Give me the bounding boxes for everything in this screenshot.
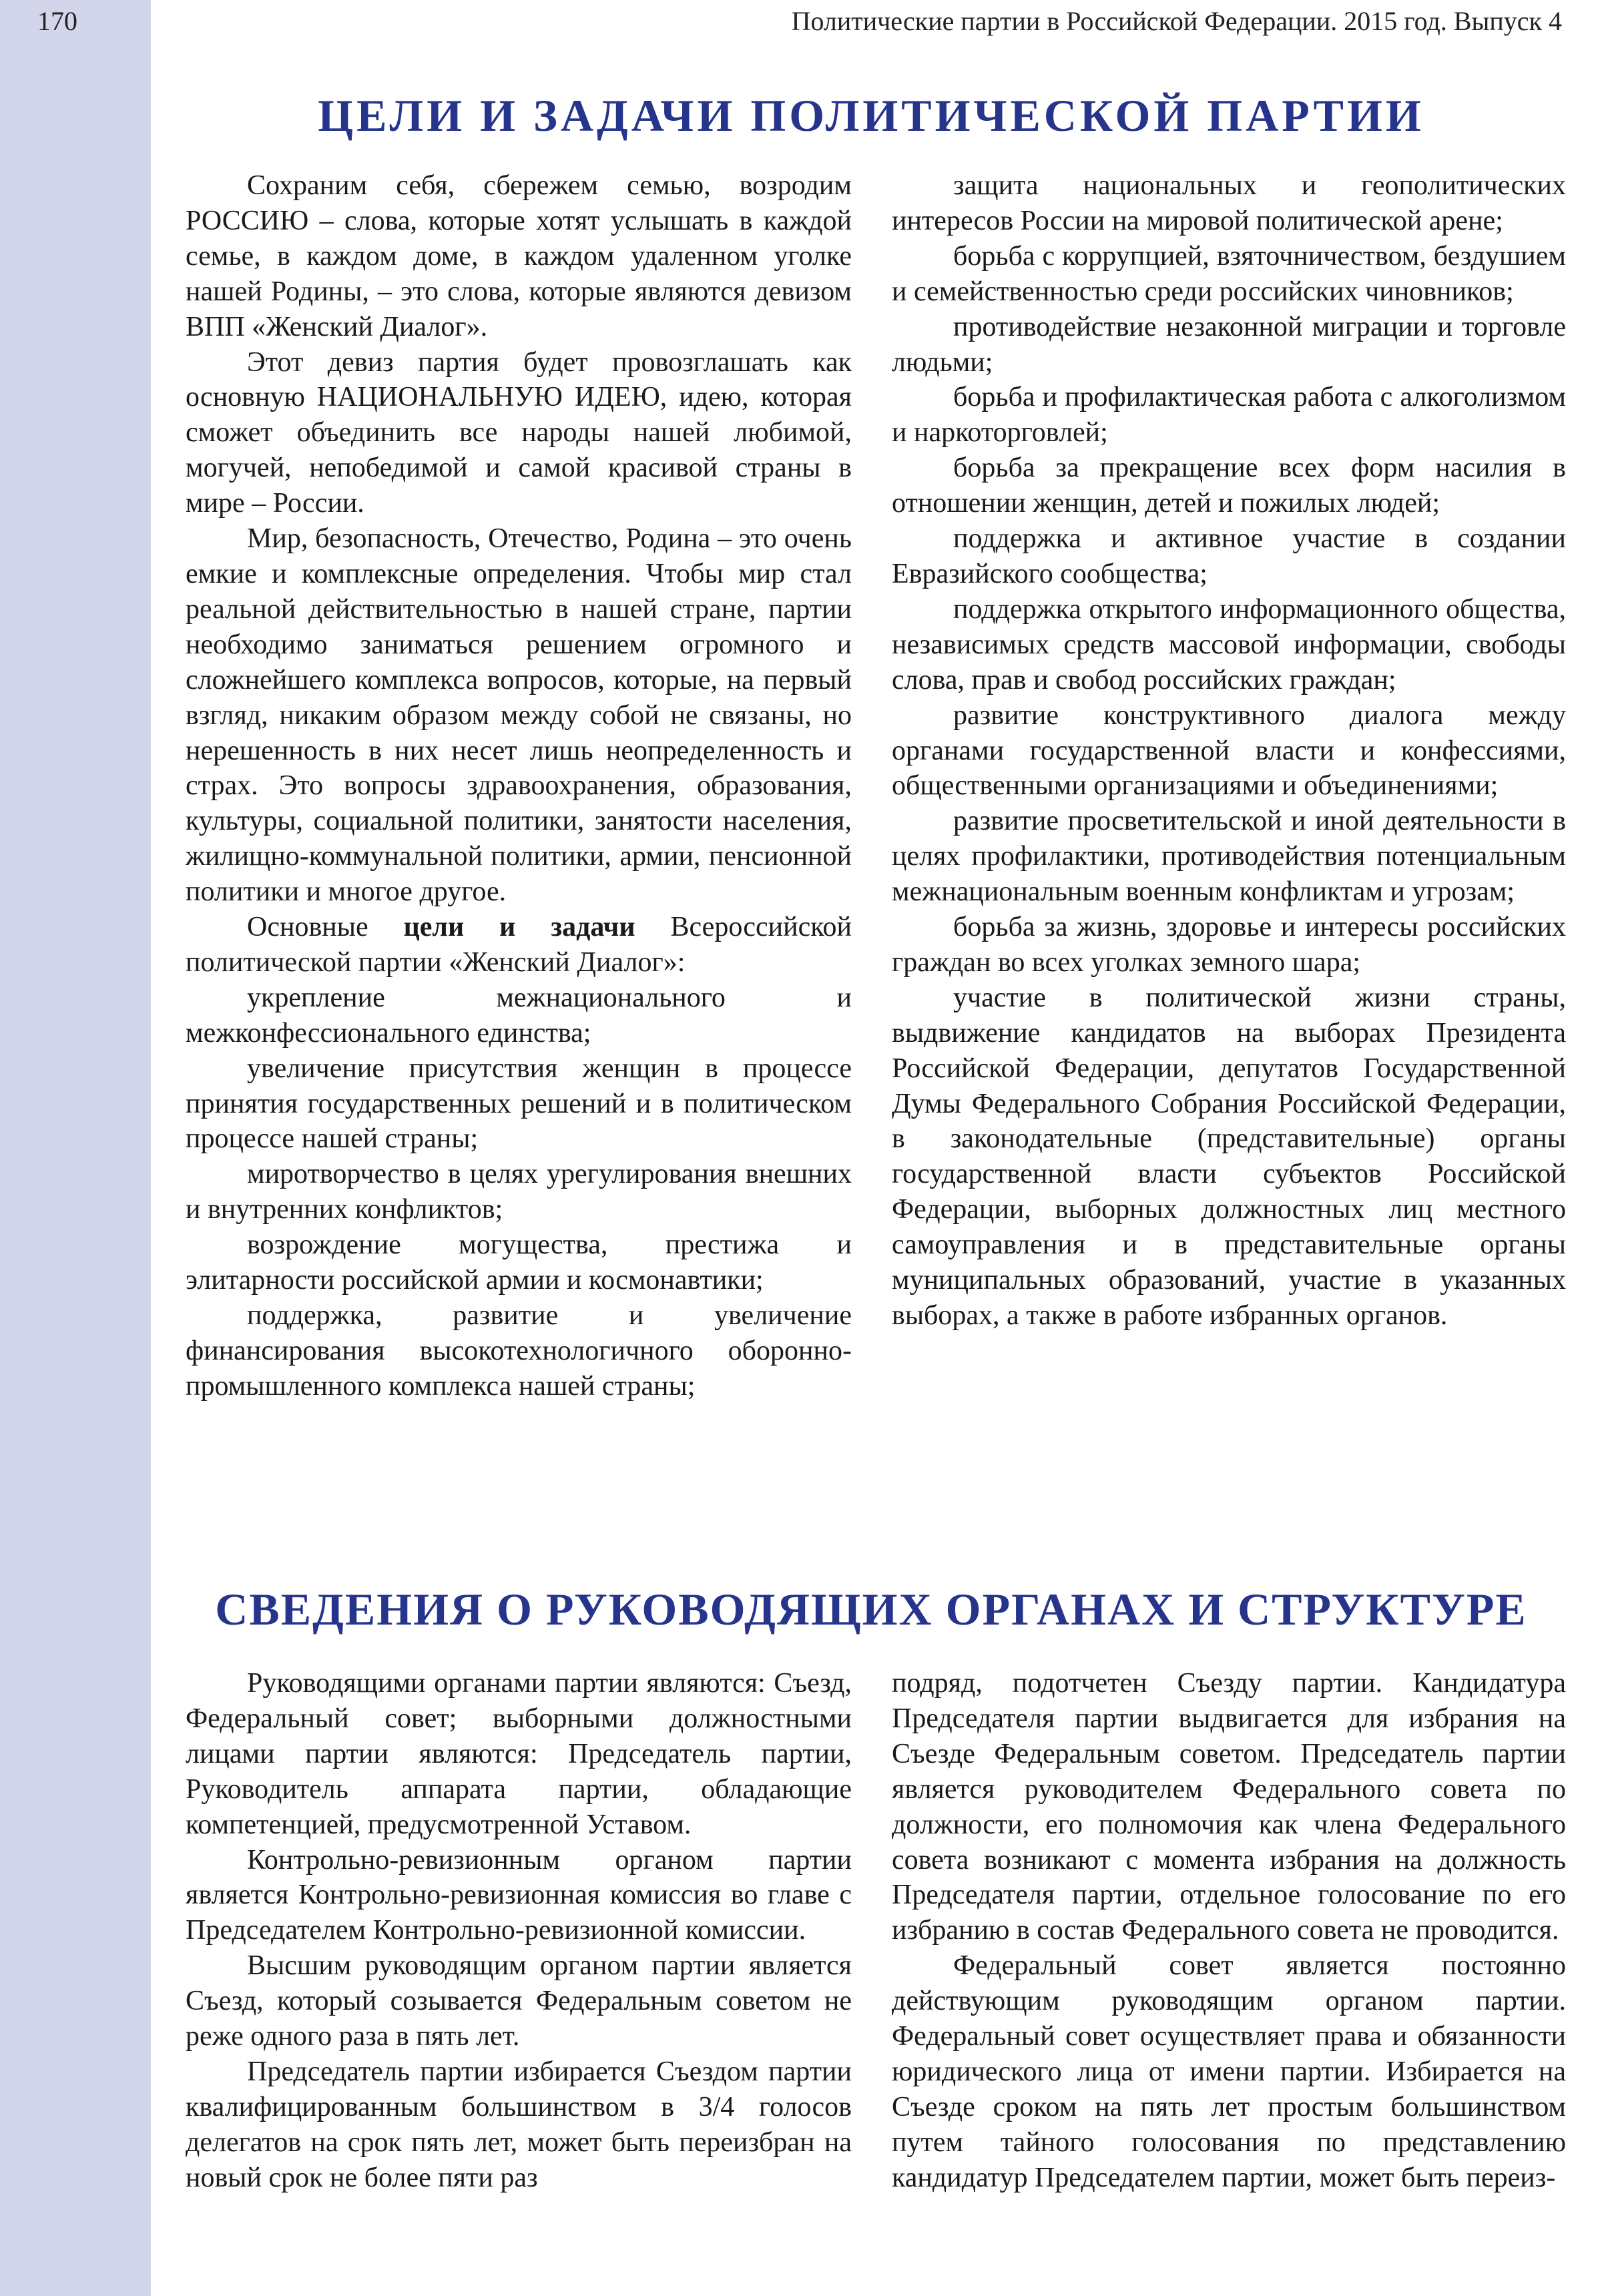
section-title-structure: СВЕДЕНИЯ О РУКОВОДЯЩИХ ОРГАНАХ И СТРУКТУРЕ bbox=[215, 1584, 1527, 1635]
page-margin-band bbox=[0, 0, 151, 2296]
paragraph: Председатель партии избирается Съездом партии квалифицированным большинством в 3/4 голосов делегатов на срок пять лет, может быть переизбран на новый срок не более пяти раз bbox=[186, 2056, 852, 2193]
paragraph: Федеральный совет является постоянно действующим руководящим органом партии. Федеральный совет осуществляет права и обязанности юридического лица от имени партии. Избирается на Съезде сроком на пять лет простым большинством путем тайного голосования по представлению кандидатур Председателем партии, может быть переиз- bbox=[892, 1950, 1566, 2193]
goal-item: борьба с коррупцией, взяточничеством, бездушием и семейственностью среди российских чиновников; bbox=[892, 240, 1566, 307]
goal-item: поддержка и активное участие в создании Евразийского сообщества; bbox=[892, 523, 1566, 589]
goals-intro bbox=[186, 910, 852, 980]
paragraph-continuation: подряд, подотчетен Съезду партии. Кандидатура Председателя партии выдвигается для избрания на Съезде Федеральным советом. Председатель партии является руководителем Федерального совета по должности, его полномочия как члена Федерального совета возникают с момента избрания на должность Председателя партии, отдельное голосование по его избранию в состав Федерального совета не проводится. bbox=[892, 1668, 1566, 1946]
goal-item: участие в политической жизни страны, выдвижение кандидатов на выборах Президента Российской Федерации, депутатов Государственной Думы Федерального Собрания Российской Федерации, в законодательные (представительные) органы государственной власти субъектов Российской Федерации, выборных должностных лиц местного самоуправления и в представительные органы муниципальных образований, участие в указанных выборах, а также в работе избранных органов. bbox=[892, 982, 1566, 1331]
goal-item: поддержка, развитие и увеличение финансирования высокотехнологичного оборонно-промышленного комплекса нашей страны; bbox=[186, 1300, 852, 1402]
goal-item: поддержка открытого информационного общества, независимых средств массовой информации, свободы слова, прав и свобод российских граждан; bbox=[892, 593, 1566, 695]
structure-left-column bbox=[186, 1666, 852, 2196]
goals-right-column bbox=[892, 168, 1566, 1334]
goal-item: противодействие незаконной миграции и торговле людьми; bbox=[892, 311, 1566, 378]
goal-item: развитие просветительской и иной деятельности в целях профилактики, противодействия потенциальным межнациональным военным конфликтам и угрозам; bbox=[892, 806, 1566, 908]
goals-intro-start: Основные bbox=[247, 912, 404, 943]
paragraph: Контрольно-ревизионным органом партии является Контрольно-ревизионная комиссия во главе с Председателем Контрольно-ревизионной комиссии. bbox=[186, 1844, 852, 1946]
goal-item: борьба за прекращение всех форм насилия в отношении женщин, детей и пожилых людей; bbox=[892, 453, 1566, 519]
paragraph: Высшим руководящим органом партии является Съезд, который созывается Федеральным советом не реже одного раза в пять лет. bbox=[186, 1950, 852, 2052]
goals-intro-end: Всероссийской политической партии «Женский Диалог»: bbox=[186, 912, 852, 978]
paragraph: Руководящими органами партии являются: Съезд, Федеральный совет; выборными должностными лицами партии являются: Председатель партии, Руководитель аппарата партии, обладающие компетенцией, предусмотренной Уставом. bbox=[186, 1668, 852, 1840]
paragraph: Мир, безопасность, Отечество, Родина – это очень емкие и комплексные определения. Чтобы мир стал реальной действительностью в нашей стране, партии необходимо заниматься решением огромного и сложнейшего комплекса вопросов, которые, на первый взгляд, никаким образом между собой не связаны, но нерешенность в них несет лишь неопределенность и страх. Это вопросы здравоохранения, образования, культуры, социальной политики, занятости населения, жилищно-коммунальной политики, армии, пенсионной политики и многое другое. bbox=[186, 523, 852, 908]
paragraph: Сохраним себя, сбережем семью, возродим РОССИЮ – слова, которые хотят услышать в каждой семье, в каждом доме, в каждом удаленном уголке нашей Родины, – это слова, которые являются девизом ВПП «Женский Диалог». bbox=[186, 170, 852, 342]
page-number: 170 bbox=[37, 6, 77, 36]
goal-item: возрождение могущества, престижа и элитарности российской армии и космонавтики; bbox=[186, 1229, 852, 1296]
goal-item: увеличение присутствия женщин в процессе принятия государственных решений и в политическом процессе нашей страны; bbox=[186, 1053, 852, 1155]
paragraph: Этот девиз партия будет провозглашать как основную НАЦИОНАЛЬНУЮ ИДЕЮ, идею, которая сможет объединить все народы нашей любимой, могучей, непобедимой и самой красивой страны в мире – России. bbox=[186, 346, 852, 519]
structure-right-column bbox=[892, 1666, 1566, 2196]
goal-item: укрепление межнационального и межконфессионального единства; bbox=[186, 982, 852, 1049]
goal-item: защита национальных и геополитических интересов России на мировой политической арене; bbox=[892, 170, 1566, 236]
goal-item: борьба за жизнь, здоровье и интересы российских граждан во всех уголках земного шара; bbox=[892, 912, 1566, 978]
section-title-goals: ЦЕЛИ И ЗАДАЧИ ПОЛИТИЧЕСКОЙ ПАРТИИ bbox=[318, 90, 1424, 141]
goal-item: развитие конструктивного диалога между органами государственной власти и конфессиями, общественными организациями и объединениями; bbox=[892, 699, 1566, 802]
goal-item: миротворчество в целях урегулирования внешних и внутренних конфликтов; bbox=[186, 1159, 852, 1225]
goals-intro-bold: цели и задачи bbox=[403, 912, 635, 943]
goal-item: борьба и профилактическая работа с алкоголизмом и наркоторговлей; bbox=[892, 382, 1566, 449]
running-header: Политические партии в Российской Федерации. 2015 год. Выпуск 4 bbox=[791, 6, 1562, 36]
goals-left-column bbox=[186, 168, 852, 1404]
